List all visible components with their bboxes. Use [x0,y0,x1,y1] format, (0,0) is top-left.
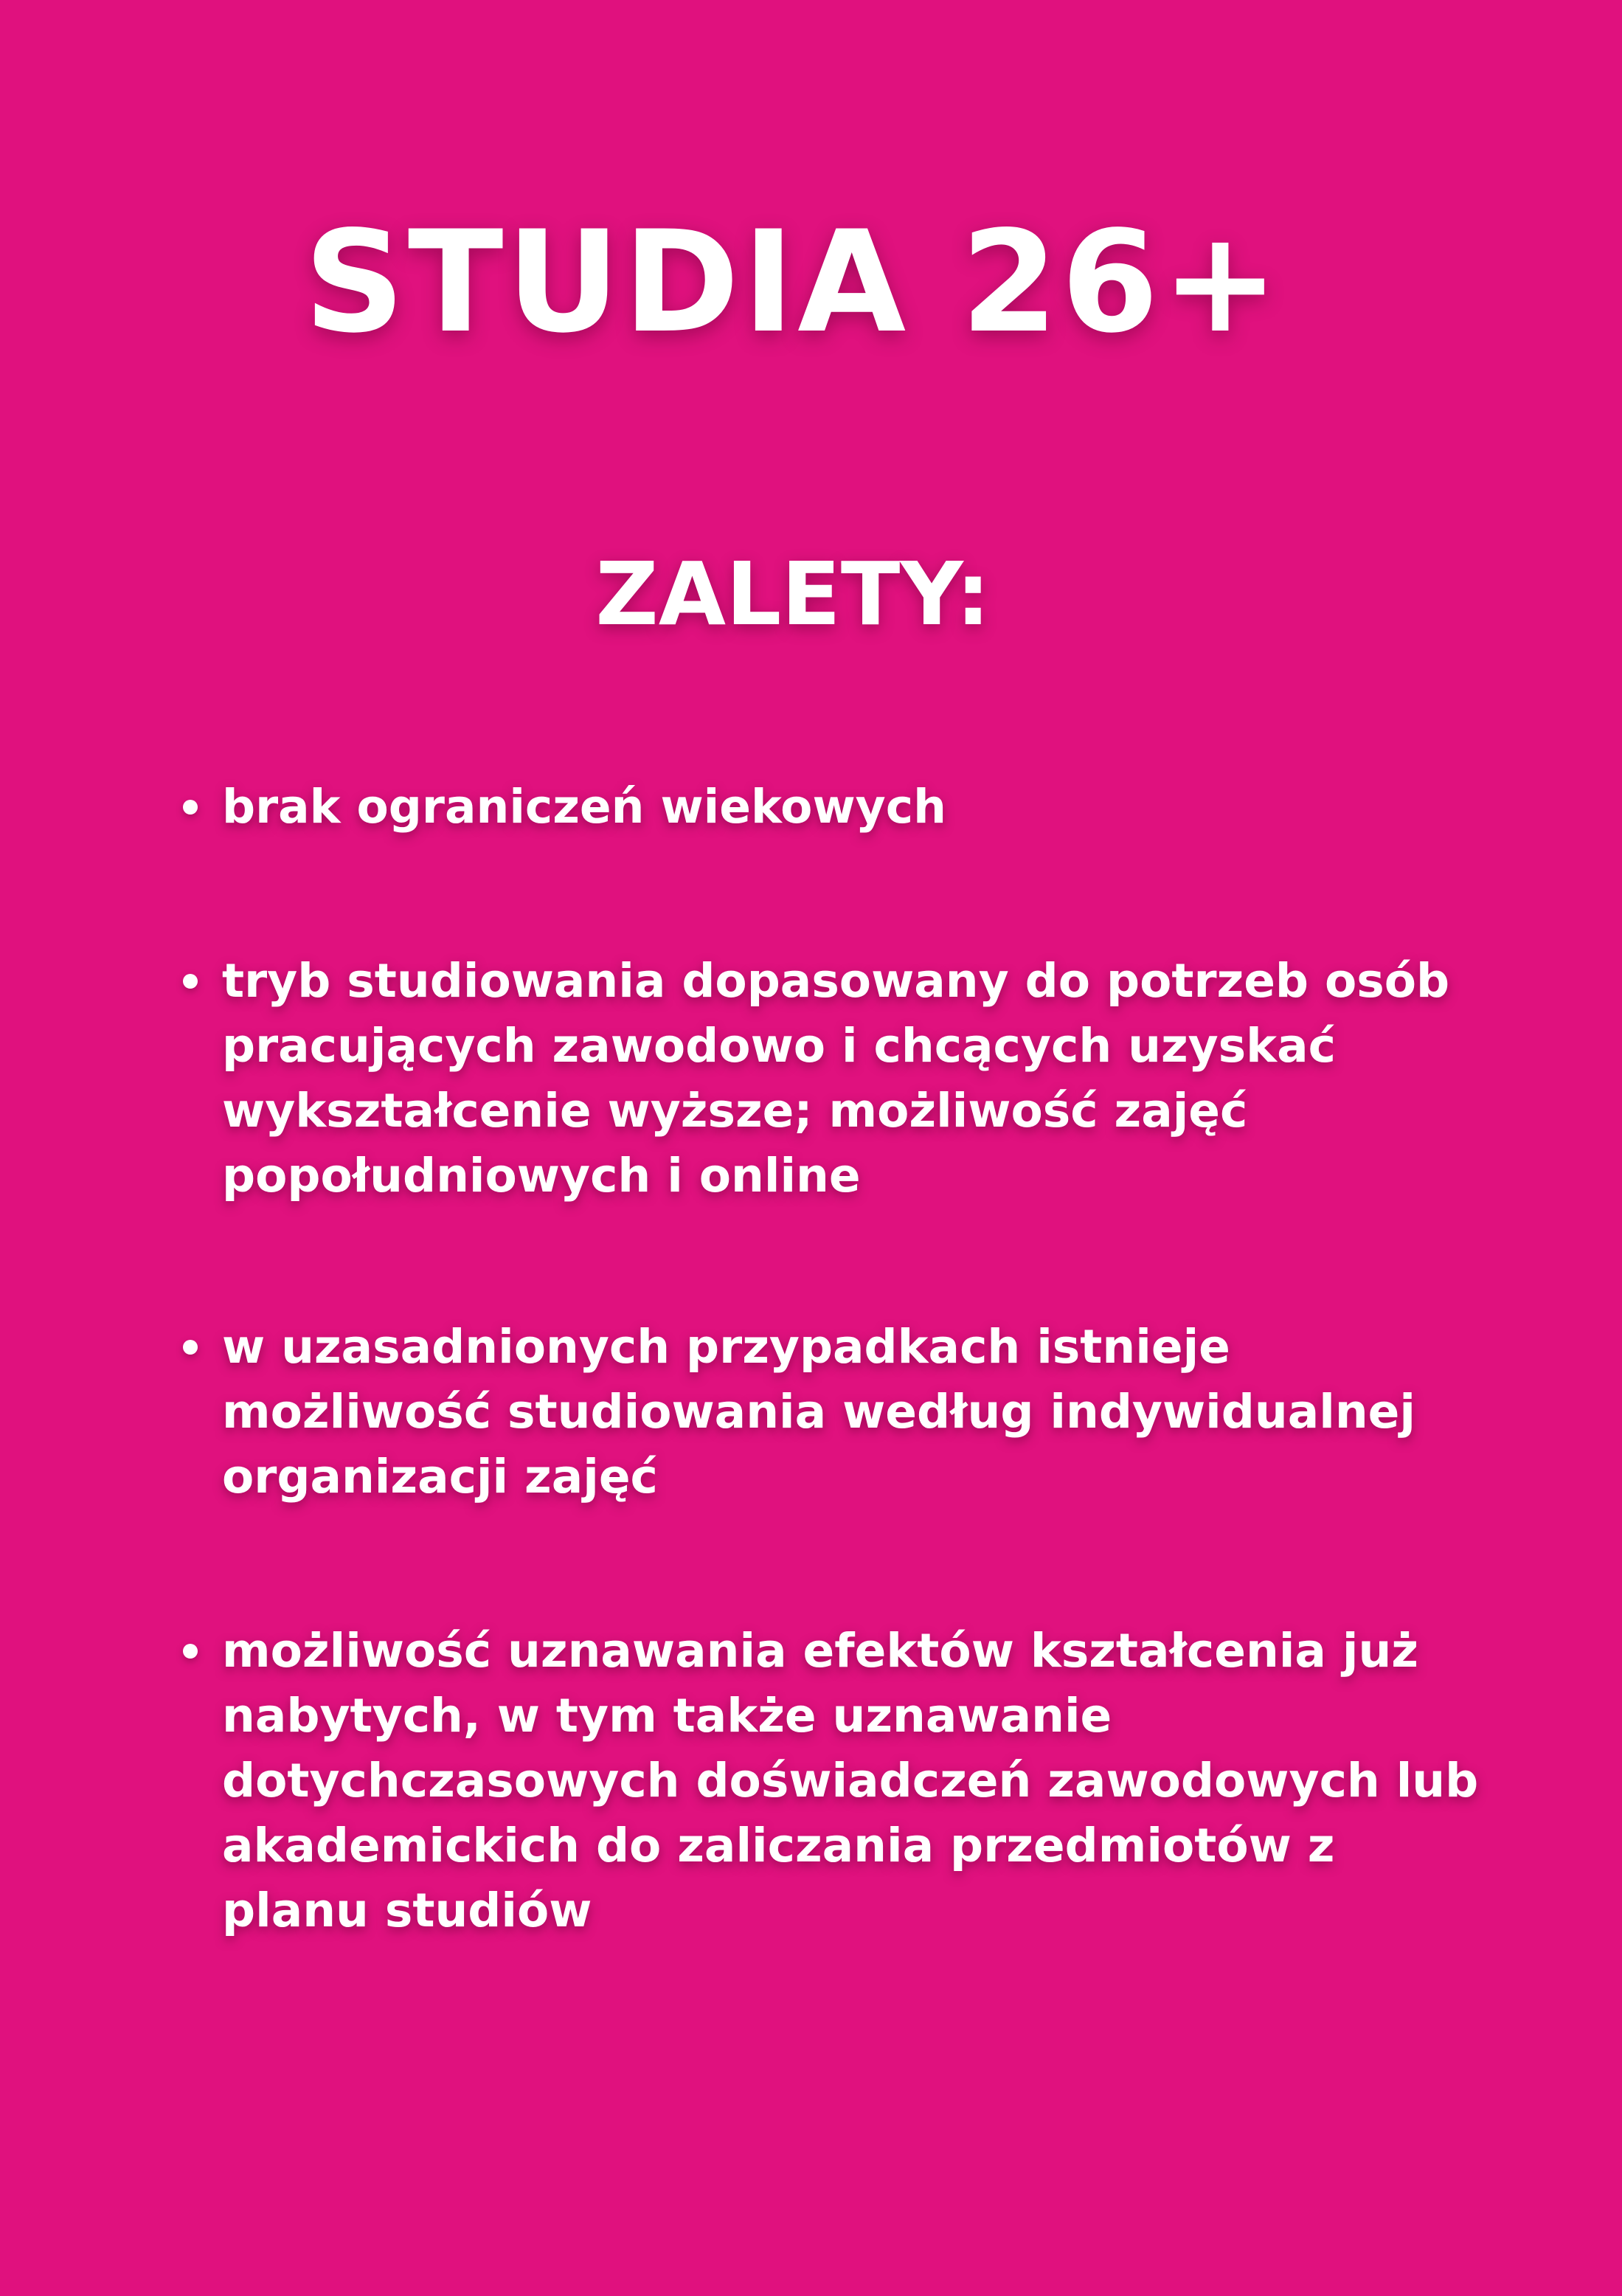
bullet-icon [183,800,198,815]
advantages-heading: ZALETY: [595,543,991,645]
list-item [183,1315,1511,1510]
bullet-icon [183,1340,198,1355]
list-item [183,1619,1511,1943]
list-item-text: możliwość uznawania efektów kształcenia już nabytych, w tym także uznawanie dotychczasowych doświadczeń zawodowych lub akademickich do zaliczania przedmiotów z planu studiów [222,1624,1479,1937]
list-item-text: brak ograniczeń wiekowych [222,780,946,834]
list-item [183,949,1511,1208]
bullet-icon [183,974,198,989]
list-item-text: tryb studiowania dopasowany do potrzeb osób pracujących zawodowo i chcących uzyskać wykształcenie wyższe; możliwość zajęć popołudniowych i online [222,954,1450,1203]
list-item-text: w uzasadnionych przypadkach istnieje możliwość studiowania według indywidualnej organizacji zajęć [222,1320,1416,1504]
page-title: STUDIA 26+ [304,201,1282,364]
bullet-icon [183,1644,198,1659]
list-item [183,775,1511,840]
